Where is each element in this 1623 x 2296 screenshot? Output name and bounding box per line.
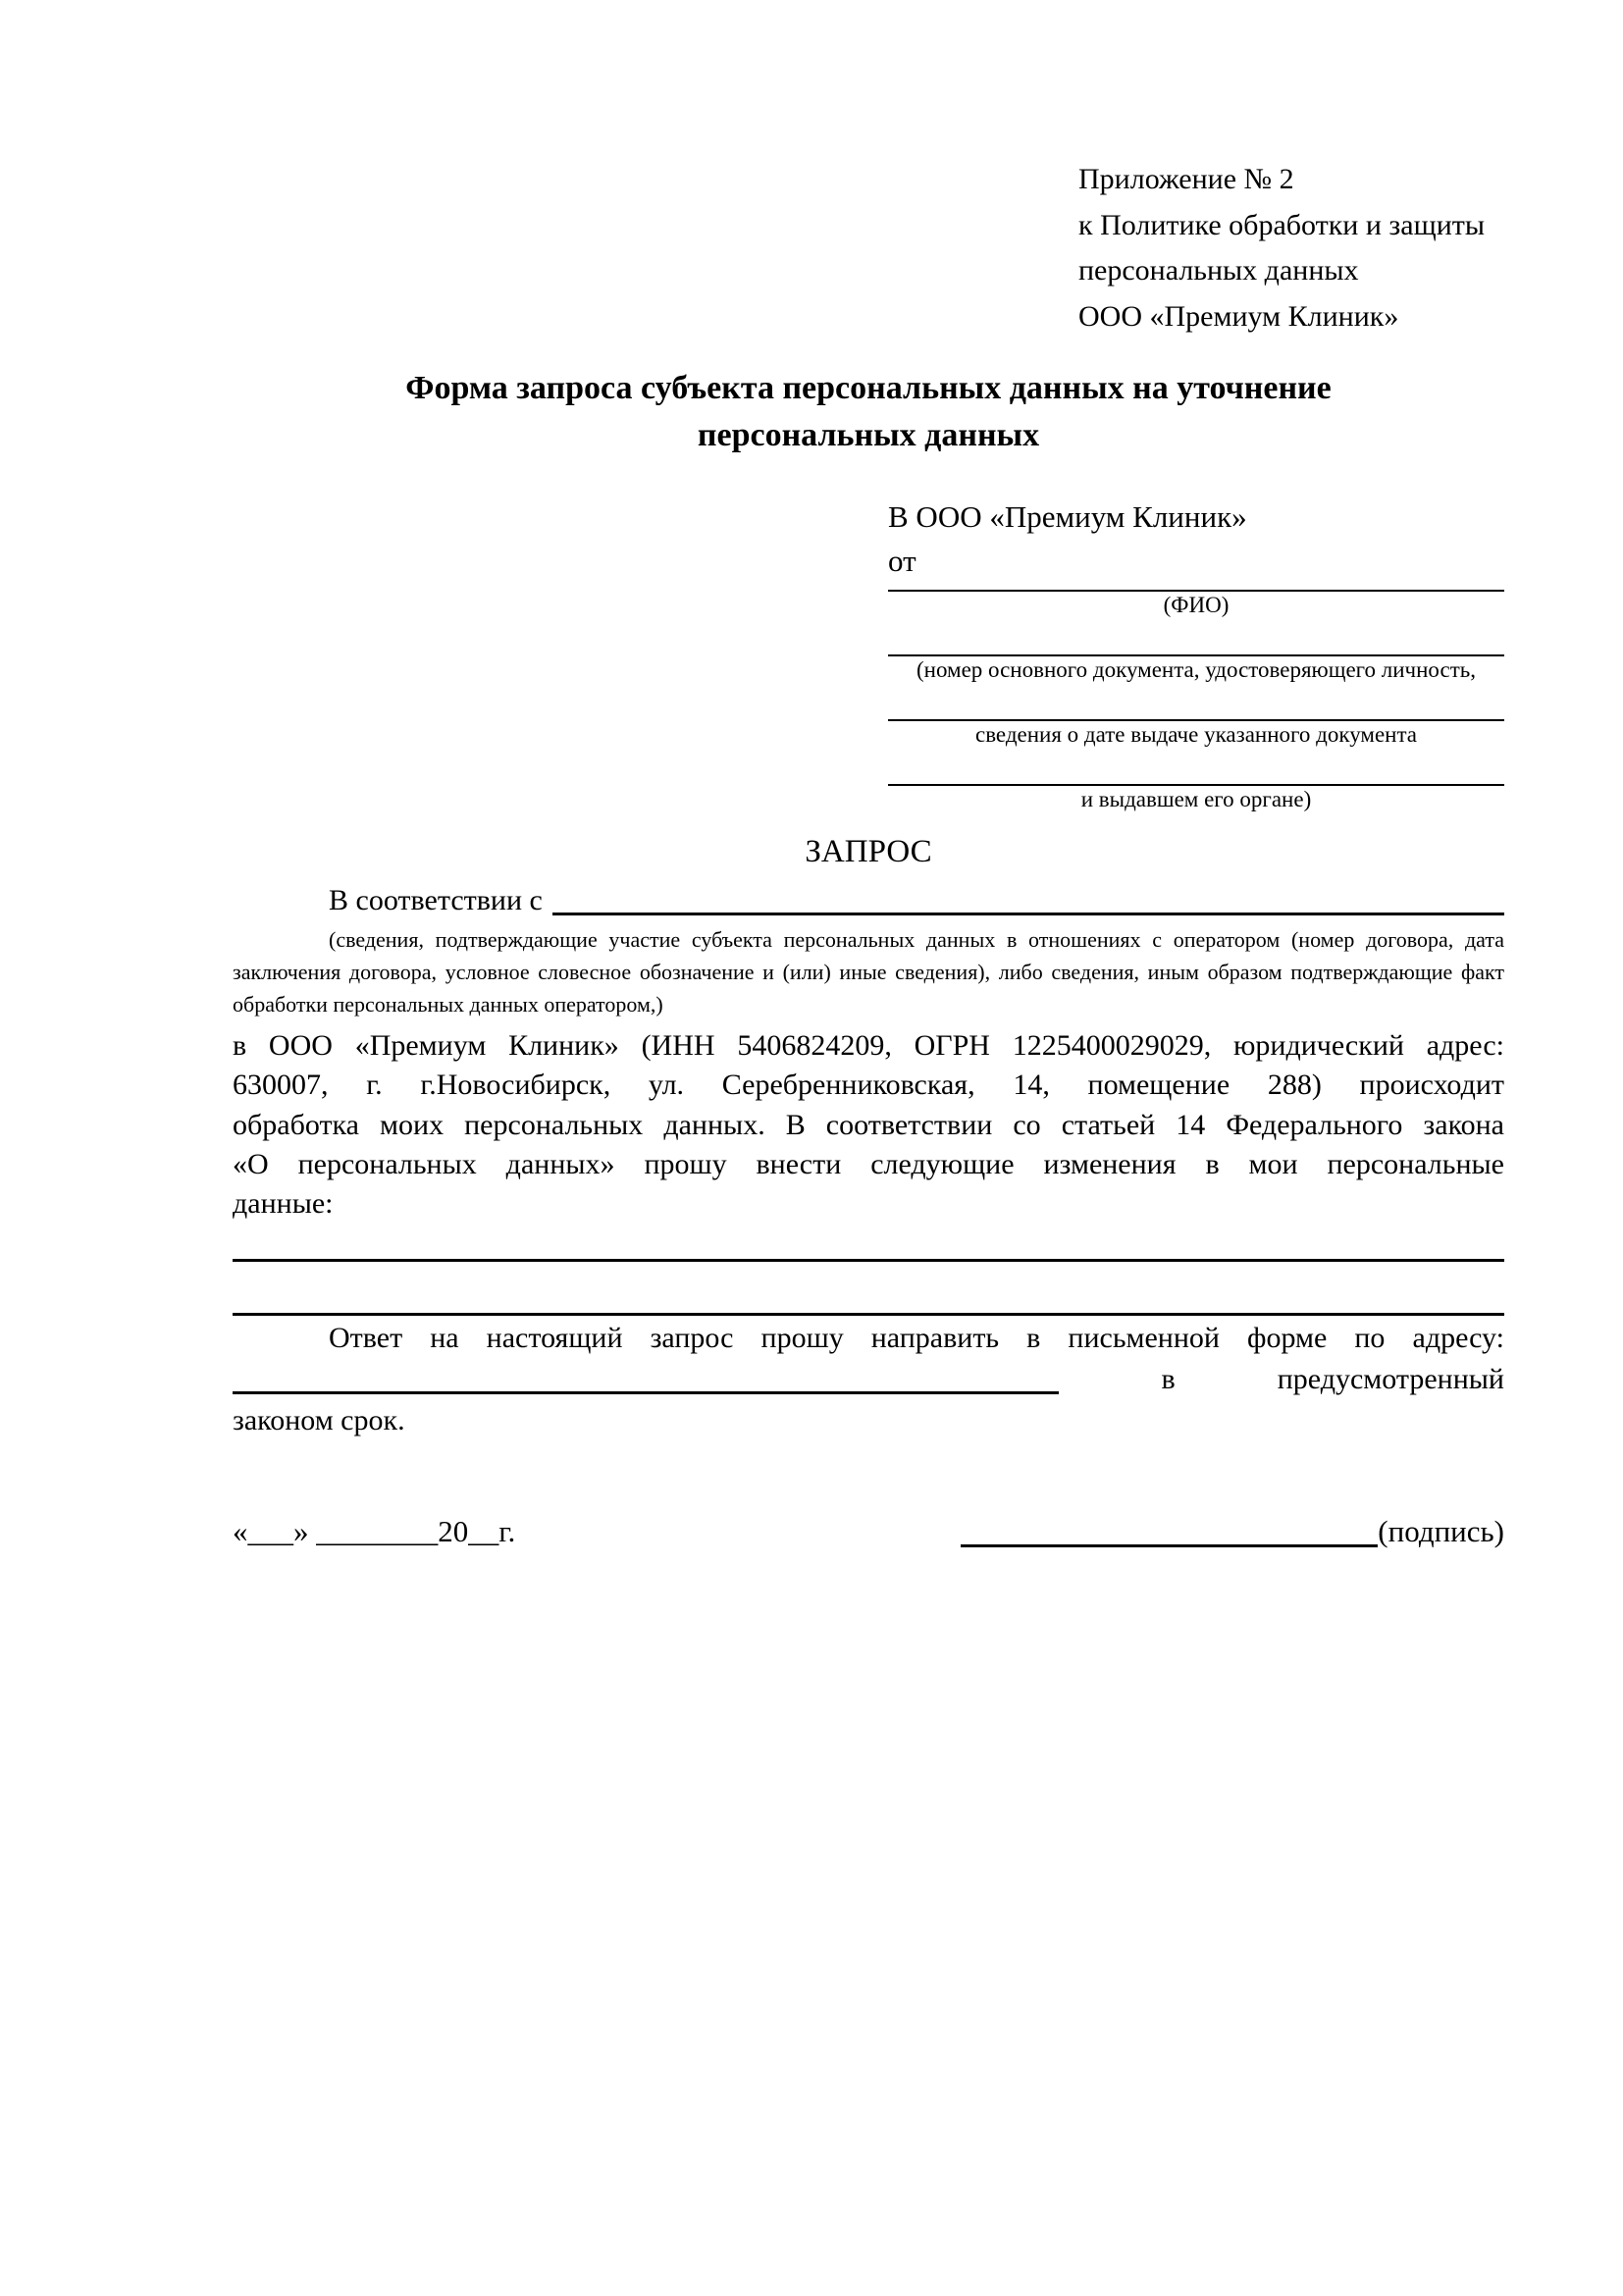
issue-date-caption: сведения о дате выдаче указанного документа [974, 722, 1418, 748]
issuing-authority-blank-line [888, 764, 1504, 786]
signature-blank-line [961, 1544, 1378, 1547]
addressee-from-label: от [888, 544, 916, 579]
appendix-line: Приложение № 2 [1078, 163, 1294, 195]
appendix-line: ООО «Премиум Клиник» [1078, 299, 1399, 333]
appendix-note [1078, 157, 1504, 339]
footnote-line: (сведения, подтверждающие участие субъекта персональных данных в отношениях с оператором (номер договора, дата [329, 927, 1504, 953]
issuing-authority-caption: и выдавшем его органе) [1080, 787, 1312, 812]
reply-address-blank-line [233, 1391, 1059, 1394]
intro-row [233, 880, 1504, 921]
request-heading: ЗАПРОС [805, 834, 932, 870]
reply-line: законом срок. [233, 1404, 405, 1437]
appendix-line: персональных данных [1078, 254, 1359, 287]
body-line: данные: [233, 1187, 334, 1220]
changes-blank-line-1 [233, 1259, 1504, 1262]
reply-address-row [233, 1359, 1504, 1400]
body-line: в ООО «Премиум Клиник» (ИНН 5406824209, ОГРН 1225400029029, юридический адрес: [233, 1029, 1504, 1063]
intro-prefix: В соответствии с [329, 884, 543, 917]
footnote-line: обработки персональных данных оператором,) [233, 992, 663, 1018]
body-line: 630007, г. г.Новосибирск, ул. Серебренниковская, 14, помещение 288) происходит [233, 1069, 1504, 1102]
document-title-line: персональных данных [697, 416, 1040, 453]
date-blank: «___» ________20__г. [233, 1514, 516, 1549]
document-number-blank-line [888, 635, 1504, 656]
signature-caption: (подпись) [1378, 1514, 1504, 1549]
document-title [233, 365, 1504, 458]
fio-blank-line [888, 584, 1504, 592]
document-number-caption: (номер основного документа, удостоверяющего личность, [916, 657, 1476, 683]
issue-date-blank-line [888, 700, 1504, 721]
document-title-line: Форма запроса субъекта персональных данных на уточнение [405, 370, 1332, 406]
reply-line: Ответ на настоящий запрос прошу направить в письменной форме по адресу: [329, 1322, 1504, 1355]
footnote-line: заключения договора, условное словесное обозначение и (или) иные сведения), либо сведения, иным образом подтверждающие факт [233, 960, 1504, 985]
addressee-fields [888, 584, 1504, 813]
addressee-block [888, 496, 1504, 584]
body-line: обработка моих персональных данных. В соответствии со статьей 14 Федерального закона [233, 1108, 1504, 1141]
fio-caption: (ФИО) [1163, 593, 1230, 618]
body-line: «О персональных данных» прошу внести следующие изменения в мои персональные [233, 1147, 1504, 1180]
intro-blank-line [552, 880, 1504, 915]
addressee-to: В ООО «Премиум Клиник» [888, 499, 1247, 535]
body-paragraph [233, 1026, 1504, 1224]
appendix-line: к Политике обработки и защиты [1078, 208, 1486, 241]
footnote [233, 923, 1504, 1020]
reply-word: в [1161, 1363, 1176, 1396]
signature-row [233, 1510, 1504, 1552]
reply-paragraph [233, 1318, 1504, 1441]
changes-blank-line-2 [233, 1313, 1504, 1316]
reply-word: предусмотренный [1277, 1363, 1504, 1396]
